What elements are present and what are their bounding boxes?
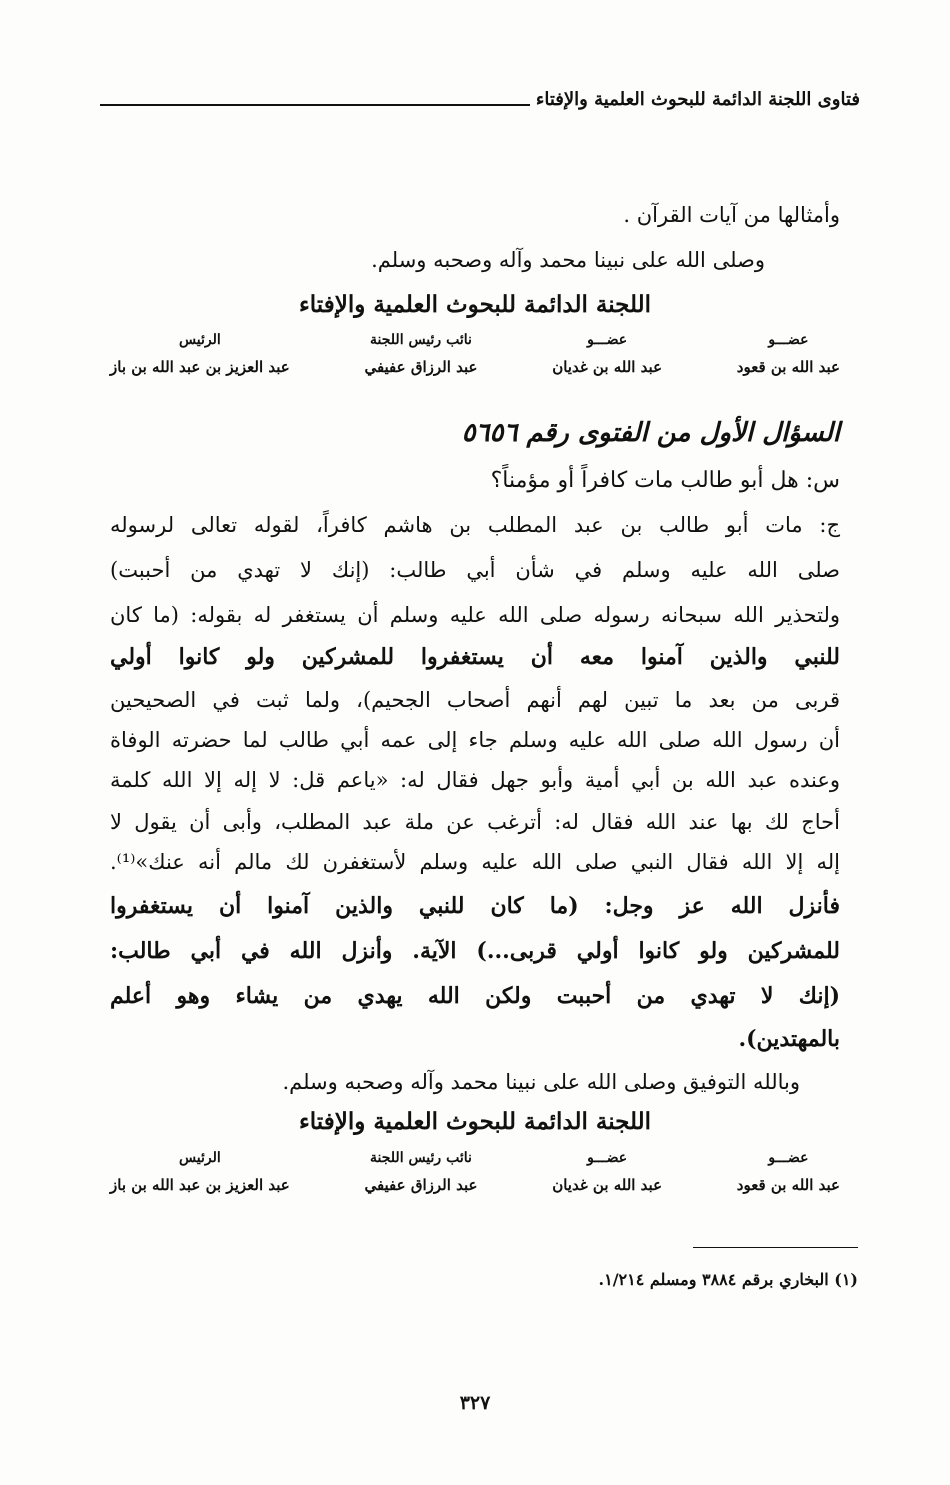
signature-role: عضـــو — [768, 332, 809, 348]
signature-member-1 — [737, 332, 840, 376]
signature-member-2 — [552, 1150, 662, 1194]
signature-member-1 — [737, 1150, 840, 1194]
signature-name: عبد الرزاق عفيفي — [364, 358, 478, 376]
committee-name: اللجنة الدائمة للبحوث العلمية والإفتاء — [298, 291, 652, 318]
footnote: (١) البخاري برقم ٣٨٨٤ ومسلم ١/٢١٤. — [598, 1270, 858, 1289]
signature-vice-chair — [364, 1150, 477, 1194]
text-line: وصلى الله على نبينا محمد وآله وصحبه وسلم. — [371, 248, 765, 272]
answer-line: للمشركين ولو كانوا أولي قربى...) الآية. وأنزل الله في أبي طالب: — [110, 938, 840, 964]
signature-name: عبد الله بن قعود — [736, 358, 840, 376]
question-text: س: هل أبو طالب مات كافراً أو مؤمناً؟ — [490, 468, 840, 493]
answer-line: للنبي والذين آمنوا معه أن يستغفروا للمشركين ولو كانوا أولي — [110, 644, 840, 670]
footnote-rule — [693, 1247, 858, 1248]
signature-chair — [110, 1150, 290, 1194]
running-header — [100, 86, 860, 110]
answer-line: صلى الله عليه وسلم في شأن أبي طالب: (إنك لا تهدي من أحببت) — [110, 558, 840, 582]
text-line: وأمثالها من آيات القرآن . — [623, 203, 840, 227]
answer-line: ولتحذير الله سبحانه رسوله صلى الله عليه وسلم أن يستغفر له بقوله: (ما كان — [110, 603, 840, 627]
answer-line: (إنك لا تهدي من أحببت ولكن الله يهدي من يشاء وهو أعلم — [110, 983, 840, 1009]
signature-member-2 — [552, 332, 662, 376]
signature-name: عبد الله بن غديان — [552, 1176, 663, 1194]
question-heading: السؤال الأول من الفتوى رقم ٥٦٥٦ — [461, 418, 840, 448]
signature-role: عضـــو — [768, 1150, 809, 1166]
answer-line: أن رسول الله صلى الله عليه وسلم جاء إلى عمه أبي طالب لما حضرته الوفاة — [110, 728, 840, 752]
answer-line: وعنده عبد الله بن أبي أمية وأبو جهل فقال له: «ياعم قل: لا إله إلا الله كلمة — [110, 768, 840, 792]
signature-role: نائب رئيس اللجنة — [370, 1150, 472, 1166]
signature-role: نائب رئيس اللجنة — [370, 332, 472, 348]
signature-name: عبد الله بن غديان — [552, 358, 663, 376]
closing-line: وبالله التوفيق وصلى الله على نبينا محمد وآله وصحبه وسلم. — [282, 1070, 800, 1094]
page-number: ٣٢٧ — [459, 1392, 491, 1414]
answer-line: إله إلا الله فقال النبي صلى الله عليه وسلم لأستغفرن لك مالم أنه عنك»⁽¹⁾. — [110, 850, 840, 874]
signature-role: الرئيس — [178, 1150, 221, 1166]
answer-line: قربى من بعد ما تبين لهم أنهم أصحاب الجحيم)، ولما ثبت في الصحيحين — [110, 688, 840, 712]
answer-line: بالمهتدين). — [738, 1026, 840, 1052]
answer-line: ج: مات أبو طالب بن عبد المطلب بن هاشم كافراً، لقوله تعالى لرسوله — [110, 513, 840, 537]
signature-role: عضـــو — [587, 332, 628, 348]
signature-role: عضـــو — [587, 1150, 628, 1166]
signatures-block-1 — [110, 332, 840, 376]
answer-line: أحاج لك بها عند الله فقال له: أترغب عن ملة عبد المطلب، وأبى أن يقول لا — [110, 810, 840, 834]
signature-chair — [110, 332, 290, 376]
header-rule — [100, 104, 530, 106]
running-header-title: فتاوى اللجنة الدائمة للبحوث العلمية والإفتاء — [535, 89, 860, 110]
answer-line: فأنزل الله عز وجل: (ما كان للنبي والذين آمنوا أن يستغفروا — [110, 893, 840, 919]
signatures-block-2 — [110, 1150, 840, 1194]
signature-name: عبد الرزاق عفيفي — [364, 1176, 478, 1194]
signature-vice-chair — [364, 332, 477, 376]
signature-name: عبد العزيز بن عبد الله بن باز — [110, 1176, 290, 1194]
signature-role: الرئيس — [178, 332, 221, 348]
committee-name: اللجنة الدائمة للبحوث العلمية والإفتاء — [298, 1108, 652, 1135]
signature-name: عبد الله بن قعود — [736, 1176, 840, 1194]
signature-name: عبد العزيز بن عبد الله بن باز — [110, 358, 290, 376]
